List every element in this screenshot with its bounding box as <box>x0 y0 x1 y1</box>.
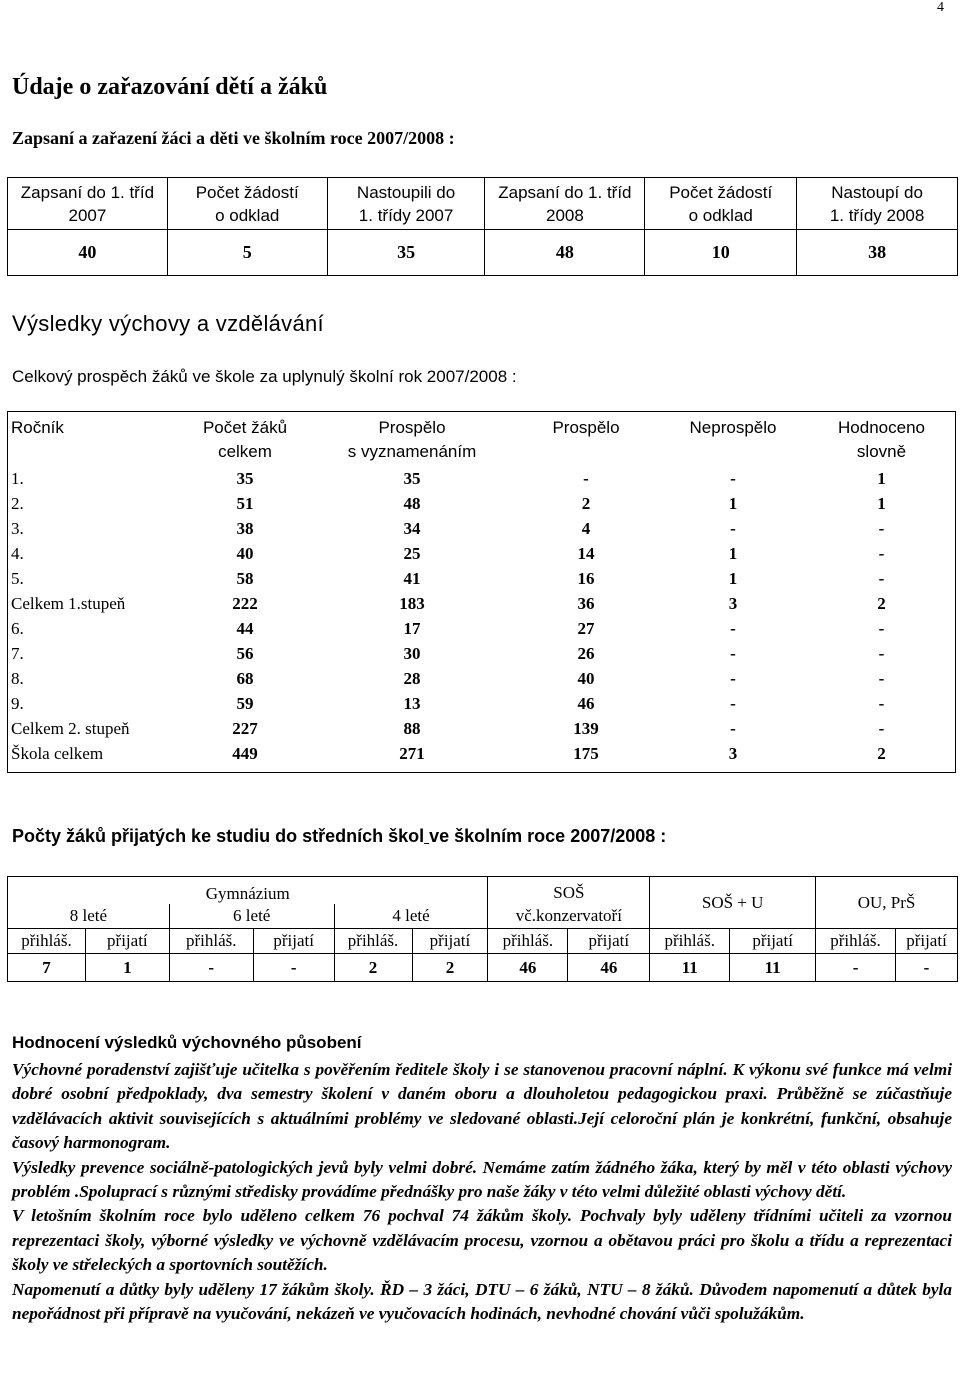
results-cell: - <box>730 693 736 713</box>
admissions-value: 11 <box>650 954 730 982</box>
results-cell: 46 <box>577 693 595 713</box>
results-cell: 449 <box>232 743 258 763</box>
results-row-label: 1. <box>11 468 24 488</box>
results-cell: - <box>730 518 736 538</box>
results-cell: - <box>583 468 589 488</box>
results-cell: 2 <box>877 743 886 763</box>
evaluation-paragraph: Výsledky prevence sociálně-patologických jevů byly velmi dobré. Nemáme zatím žádného žáka, který by měl v této oblasti výchovy problém .Spoluprací s různými středisky provádíme přednášky pro naše žáky v této velmi důležité oblasti výchovy dětí. <box>12 1157 952 1202</box>
results-cell: 28 <box>403 668 421 688</box>
sub-4-lete: 4 leté <box>334 904 488 929</box>
results-cell: - <box>730 718 736 738</box>
results-cell: 51 <box>236 493 254 513</box>
page-number: 4 <box>937 0 944 15</box>
enrollment-header-cell: Zapsaní do 1. tříd 2008 <box>485 178 645 230</box>
results-header-cell: Prospělo s vyznamenáním <box>347 418 477 461</box>
admissions-value: - <box>253 954 334 982</box>
results-cell: 271 <box>399 743 425 763</box>
admissions-col-label: přihláš. <box>650 929 730 954</box>
admissions-value: 46 <box>488 954 568 982</box>
results-cell: 1 <box>728 568 738 588</box>
results-row-label: Celkem 1.stupeň <box>11 593 126 613</box>
results-cell: 35 <box>403 468 421 488</box>
enrollment-value: 10 <box>645 230 797 276</box>
results-cell: - <box>878 618 885 638</box>
results-cell: 222 <box>232 593 258 613</box>
results-cell: 36 <box>577 593 595 613</box>
enrollment-value: 48 <box>485 230 645 276</box>
results-row <box>7 591 956 616</box>
enrollment-header-cell: Počet žádostí o odklad <box>645 178 797 230</box>
admissions-col-label: přijatí <box>253 929 334 954</box>
enrollment-table <box>7 177 958 276</box>
results-row-label: 5. <box>11 568 24 588</box>
admissions-value: 2 <box>334 954 412 982</box>
results-cell: - <box>730 643 736 663</box>
results-row <box>7 466 956 491</box>
results-cell: 227 <box>232 718 258 738</box>
results-header-cell: Neprospělo <box>689 418 777 437</box>
admissions-heading: Počty žáků přijatých ke studiu do středních škol ve školním roce 2007/2008 : <box>12 826 667 846</box>
admissions-value: - <box>169 954 253 982</box>
results-cell: 2 <box>581 493 591 513</box>
evaluation-paragraph: Výchovné poradenství zajišťuje učitelka s pověřením ředitele školy i se stanovenou pracovní náplní. K výkonu své funkce má velmi dobré osobní předpoklady, dva semestry školení v daném oboru a dlouholetou pedagogickou praxi. Průběžně se zúčastňuje vzdělávacích aktivit souvisejících s aktuálními problémy ve sledované oblasti.Její celoroční plán je konkrétní, funkční, obsahuje časový harmonogram. <box>12 1060 952 1153</box>
admissions-col-label: přihláš. <box>169 929 253 954</box>
admissions-value: 46 <box>568 954 650 982</box>
results-row <box>7 541 956 566</box>
evaluation-paragraph: V letošním školním roce bylo uděleno celkem 76 pochval 74 žákům školy. Pochvaly byly uděleny třídními učiteli za vzornou reprezentaci školy, výborné výsledky ve výchovně vzdělávacím procesu, vzornou a obětavou práci pro školu a třídu a reprezentaci školy ve střeleckých a sportovních soutěžích. <box>12 1206 952 1275</box>
results-header-cell: Ročník <box>11 418 64 437</box>
results-cell: 38 <box>236 518 254 538</box>
group-sos-u: SOŠ + U <box>650 877 816 929</box>
results-cell: 88 <box>403 718 421 738</box>
results-cell: 56 <box>236 643 254 663</box>
admissions-table <box>7 876 958 982</box>
results-row <box>7 741 956 766</box>
sub-6-lete: 6 leté <box>169 904 334 929</box>
admissions-value: 11 <box>730 954 816 982</box>
admissions-col-label: přijatí <box>895 929 957 954</box>
results-cell: 16 <box>577 568 595 588</box>
results-header-cell: Prospělo <box>552 418 620 437</box>
results-cell: 25 <box>403 543 421 563</box>
results-cell: 14 <box>577 543 595 563</box>
results-row <box>7 691 956 716</box>
results-cell: 40 <box>236 543 254 563</box>
results-cell: - <box>878 668 885 688</box>
results-cell: 3 <box>728 593 738 613</box>
admissions-col-label: přihláš. <box>8 929 86 954</box>
results-cell: 1 <box>728 493 738 513</box>
group-ou-prs: OU, PrŠ <box>816 877 958 929</box>
admissions-value: - <box>895 954 957 982</box>
results-cell: - <box>878 718 885 738</box>
evaluation-heading: Hodnocení výsledků výchovného působení <box>12 1033 362 1052</box>
results-cell: 44 <box>236 618 254 638</box>
results-row-label: 2. <box>11 493 24 513</box>
evaluation-text <box>12 1058 952 1326</box>
group-sos: SOŠ vč.konzervatoří <box>488 877 650 929</box>
results-row <box>7 516 956 541</box>
results-subheading: Celkový prospěch žáků ve škole za uplynulý školní rok 2007/2008 : <box>12 367 517 386</box>
results-cell: 40 <box>577 668 595 688</box>
results-row-label: 7. <box>11 643 24 663</box>
results-cell: 59 <box>236 693 254 713</box>
results-heading: Výsledky výchovy a vzdělávání <box>12 311 324 336</box>
results-cell: 26 <box>577 643 595 663</box>
results-row <box>7 491 956 516</box>
results-cell: 41 <box>403 568 421 588</box>
results-cell: - <box>730 468 736 488</box>
results-cell: - <box>878 693 885 713</box>
results-cell: 58 <box>236 568 254 588</box>
results-cell: - <box>730 668 736 688</box>
admissions-col-label: přihláš. <box>816 929 896 954</box>
results-cell: 27 <box>577 618 595 638</box>
enrollment-value: 40 <box>8 230 168 276</box>
results-row-label: 8. <box>11 668 24 688</box>
admissions-col-label: přijatí <box>85 929 169 954</box>
enrollment-value: 5 <box>167 230 327 276</box>
results-cell: 1 <box>728 543 738 563</box>
enrollment-header-cell: Nastoupí do 1. třídy 2008 <box>797 178 958 230</box>
admissions-col-label: přijatí <box>412 929 488 954</box>
results-cell: 175 <box>573 743 599 763</box>
results-cell: 35 <box>236 468 254 488</box>
results-row-label: 9. <box>11 693 24 713</box>
results-header-cell: Počet žáků celkem <box>202 418 288 461</box>
enrollment-header-cell: Nastoupili do 1. třídy 2007 <box>327 178 485 230</box>
enrollment-value: 35 <box>327 230 485 276</box>
results-row <box>7 666 956 691</box>
results-cell: 34 <box>403 518 421 538</box>
results-header-cell: Hodnoceno slovně <box>838 418 925 461</box>
results-row <box>7 616 956 641</box>
results-cell: 3 <box>728 743 738 763</box>
results-row <box>7 566 956 591</box>
results-row-label: 3. <box>11 518 24 538</box>
results-row <box>7 716 956 741</box>
enrollment-header-cell: Počet žádostí o odklad <box>167 178 327 230</box>
results-row <box>7 641 956 666</box>
results-cell: 139 <box>573 718 599 738</box>
admissions-value: 7 <box>8 954 86 982</box>
group-gymnazium: Gymnázium <box>8 877 488 905</box>
results-cell: 1 <box>877 468 886 488</box>
sub-8-lete: 8 leté <box>8 904 170 929</box>
results-cell: - <box>730 618 736 638</box>
evaluation-paragraph: Napomenutí a důtky byly uděleny 17 žákům školy. ŘD – 3 žáci, DTU – 6 žáků, NTU – 8 žáků. Důvodem napomenutí a důtek byla nepořádnost při přípravě na vyučování, nekázeň ve vyučovacích hodinách, nevhodné chování vůči spolužákům. <box>12 1279 952 1324</box>
results-cell: 1 <box>877 493 886 513</box>
results-cell: 30 <box>403 643 421 663</box>
results-table <box>7 411 956 766</box>
enrollment-heading: Zapsaní a zařazení žáci a děti ve školním roce 2007/2008 : <box>12 128 455 148</box>
results-cell: 2 <box>877 593 886 613</box>
page-title: Údaje o zařazování dětí a žáků <box>12 74 328 100</box>
admissions-col-label: přihláš. <box>488 929 568 954</box>
results-cell: 48 <box>403 493 421 513</box>
admissions-col-label: přihláš. <box>334 929 412 954</box>
admissions-col-label: přijatí <box>568 929 650 954</box>
results-cell: 68 <box>236 668 254 688</box>
results-row-label: Celkem 2. stupeň <box>11 718 130 738</box>
results-cell: 17 <box>403 618 421 638</box>
results-row-label: 6. <box>11 618 24 638</box>
admissions-value: 1 <box>85 954 169 982</box>
admissions-col-label: přijatí <box>730 929 816 954</box>
admissions-value: - <box>816 954 896 982</box>
results-row-label: Škola celkem <box>11 743 104 763</box>
results-cell: - <box>878 518 885 538</box>
results-cell: 13 <box>403 693 421 713</box>
results-cell: - <box>878 568 885 588</box>
results-cell: 4 <box>581 518 591 538</box>
results-row-label: 4. <box>11 543 24 563</box>
results-cell: - <box>878 543 885 563</box>
enrollment-header-cell: Zapsaní do 1. tříd 2007 <box>8 178 168 230</box>
results-cell: 183 <box>399 593 425 613</box>
admissions-value: 2 <box>412 954 488 982</box>
enrollment-value: 38 <box>797 230 958 276</box>
results-cell: - <box>878 643 885 663</box>
